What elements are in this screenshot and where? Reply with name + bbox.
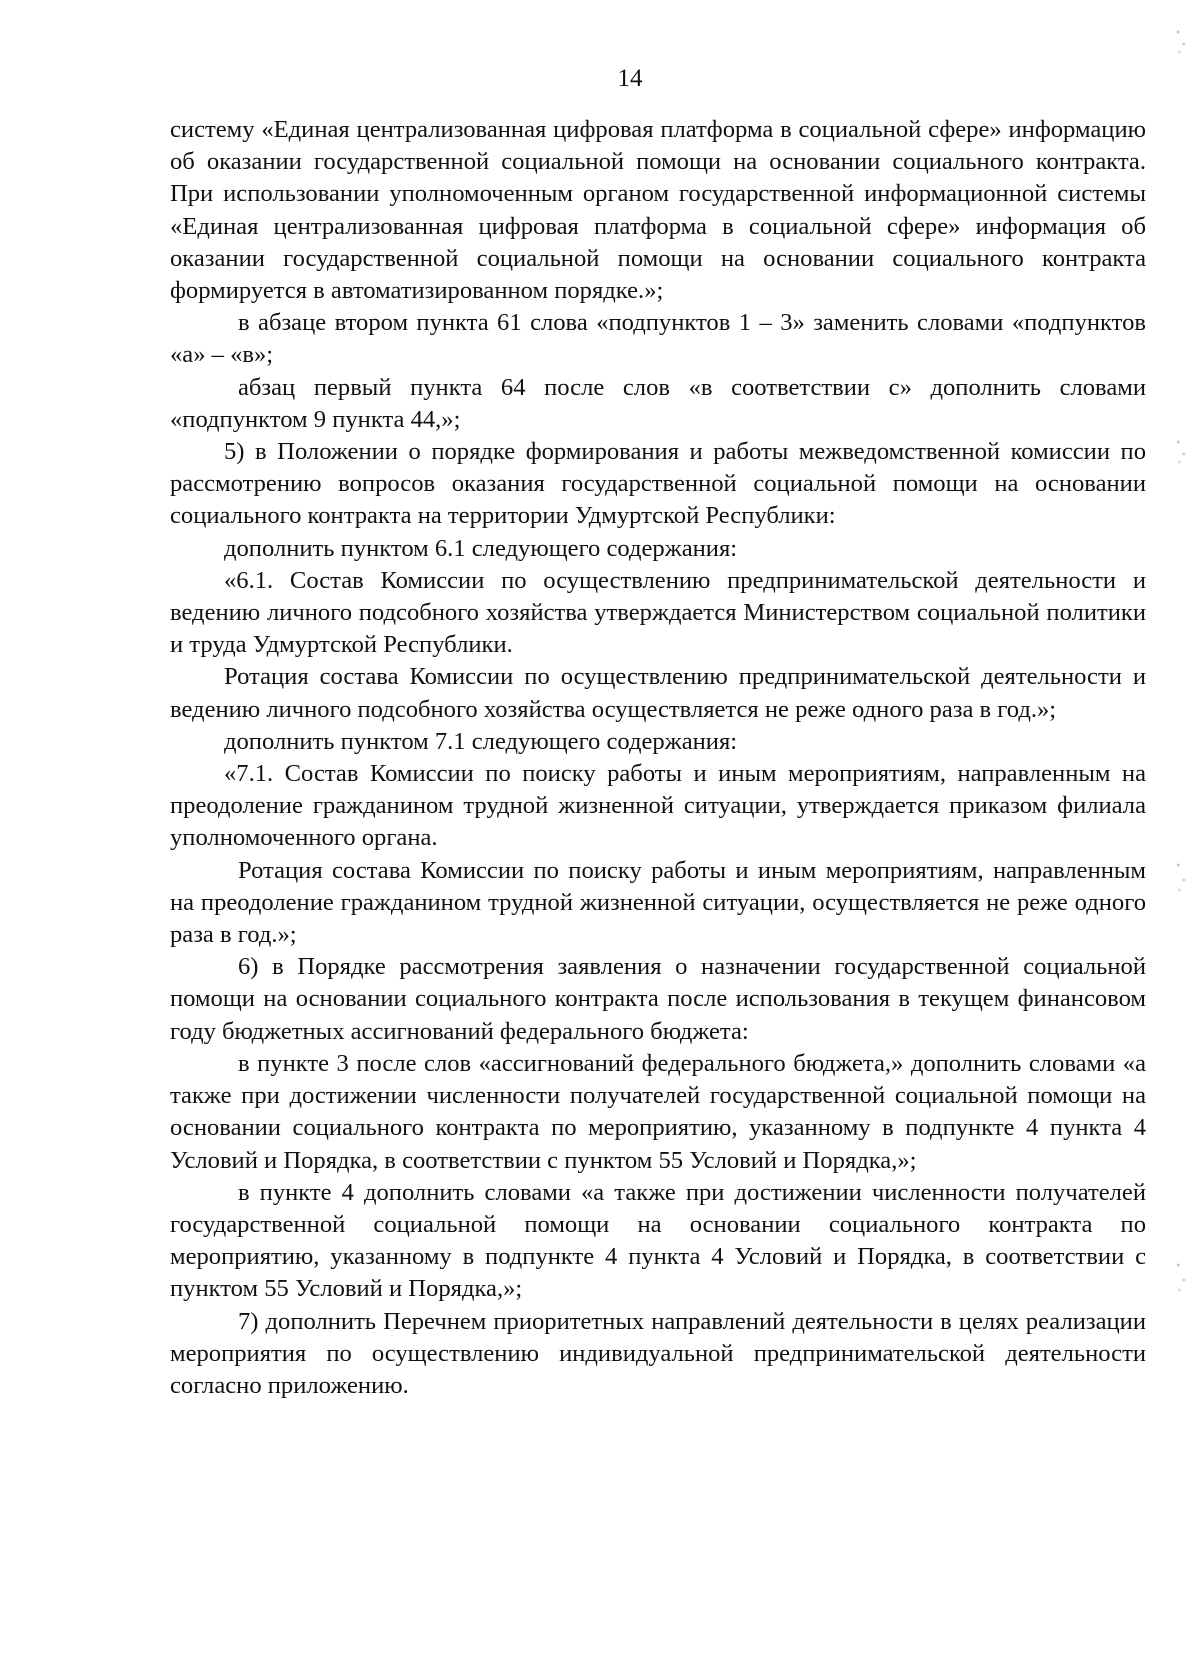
paragraph-point-4: в пункте 4 дополнить словами «а также при достижении численности получателей государственной социальной помощи на основании социального контракта по мероприятию, указанному в подпункте 4 пункта 4 Условий и Порядка, в соответствии с пунктом 55 Условий и Порядка,»;	[170, 1178, 1146, 1303]
paragraph-7-1-rotation: Ротация состава Комиссии по поиску работы и иным мероприятиям, направленным на преодоление гражданином трудной жизненной ситуации, осуществляется не реже одного раза в год.»;	[170, 856, 1146, 949]
paragraph-item-5: 5) в Положении о порядке формирования и работы межведомственной комиссии по рассмотрению вопросов оказания государственной социальной помощи на основании социального контракта на территории Удмуртской Республики:	[170, 438, 1146, 530]
paragraph-item-7: 7) дополнить Перечнем приоритетных направлений деятельности в целях реализации мероприятия по осуществлению индивидуальной предпринимательской деятельности согласно приложению.	[170, 1307, 1146, 1399]
paragraph-add-6-1: дополнить пунктом 6.1 следующего содержания:	[224, 534, 738, 562]
paragraph-6-1-rotation: Ротация состава Комиссии по осуществлению предпринимательской деятельности и ведению личного подсобного хозяйства осуществляется не реже одного раза в год.»;	[170, 663, 1146, 723]
scan-noise-mark	[1174, 430, 1188, 470]
paragraph-7-1-text: «7.1. Состав Комиссии по поиску работы и иным мероприятиям, направленным на преодоление гражданином трудной жизненной ситуации, утверждается приказом филиала уполномоченного органа.	[170, 760, 1146, 852]
scan-noise-mark	[1174, 1250, 1188, 1300]
paragraph-amend-point-64: абзац первый пункта 64 после слов «в соответствии с» дополнить словами «подпунктом 9 пункта 44,»;	[170, 373, 1146, 433]
paragraph-6-1-text: «6.1. Состав Комиссии по осуществлению предпринимательской деятельности и ведению личного подсобного хозяйства утверждается Министерством социальной политики и труда Удмуртской Республики.	[170, 566, 1146, 659]
paragraph-point-3: в пункте 3 после слов «ассигнований федерального бюджета,» дополнить словами «а также при достижении численности получателей государственной социальной помощи на основании социального контракта по мероприятию, указанному в подпункте 4 пункта 4 Условий и Порядка, в соответствии с пунктом 55 Условий и Порядка,»;	[170, 1049, 1146, 1174]
paragraph-amend-point-61: в абзаце втором пункта 61 слова «подпунктов 1 – 3» заменить словами «подпунктов «а» – «в»;	[170, 309, 1146, 369]
paragraph-add-7-1: дополнить пунктом 7.1 следующего содержания:	[224, 727, 738, 755]
page-number: 14	[617, 65, 643, 92]
scan-noise-mark	[1174, 850, 1188, 900]
paragraph-item-6: 6) в Порядке рассмотрения заявления о назначении государственной социальной помощи на основании социального контракта после использования в текущем финансовом году бюджетных ассигнований федерального бюджета:	[170, 953, 1146, 1045]
paragraph-continuation: систему «Единая централизованная цифровая платформа в социальной сфере» информацию об оказании государственной социальной помощи на основании социального контракта. При использовании уполномоченным органом государственной информационной системы «Единая централизованная цифровая платформа в социальной сфере» информация об оказании государственной социальной помощи на основании социального контракта формируется в автоматизированном порядке.»;	[170, 116, 1146, 305]
document-body	[170, 114, 1146, 1402]
scan-noise-mark	[1174, 20, 1188, 60]
